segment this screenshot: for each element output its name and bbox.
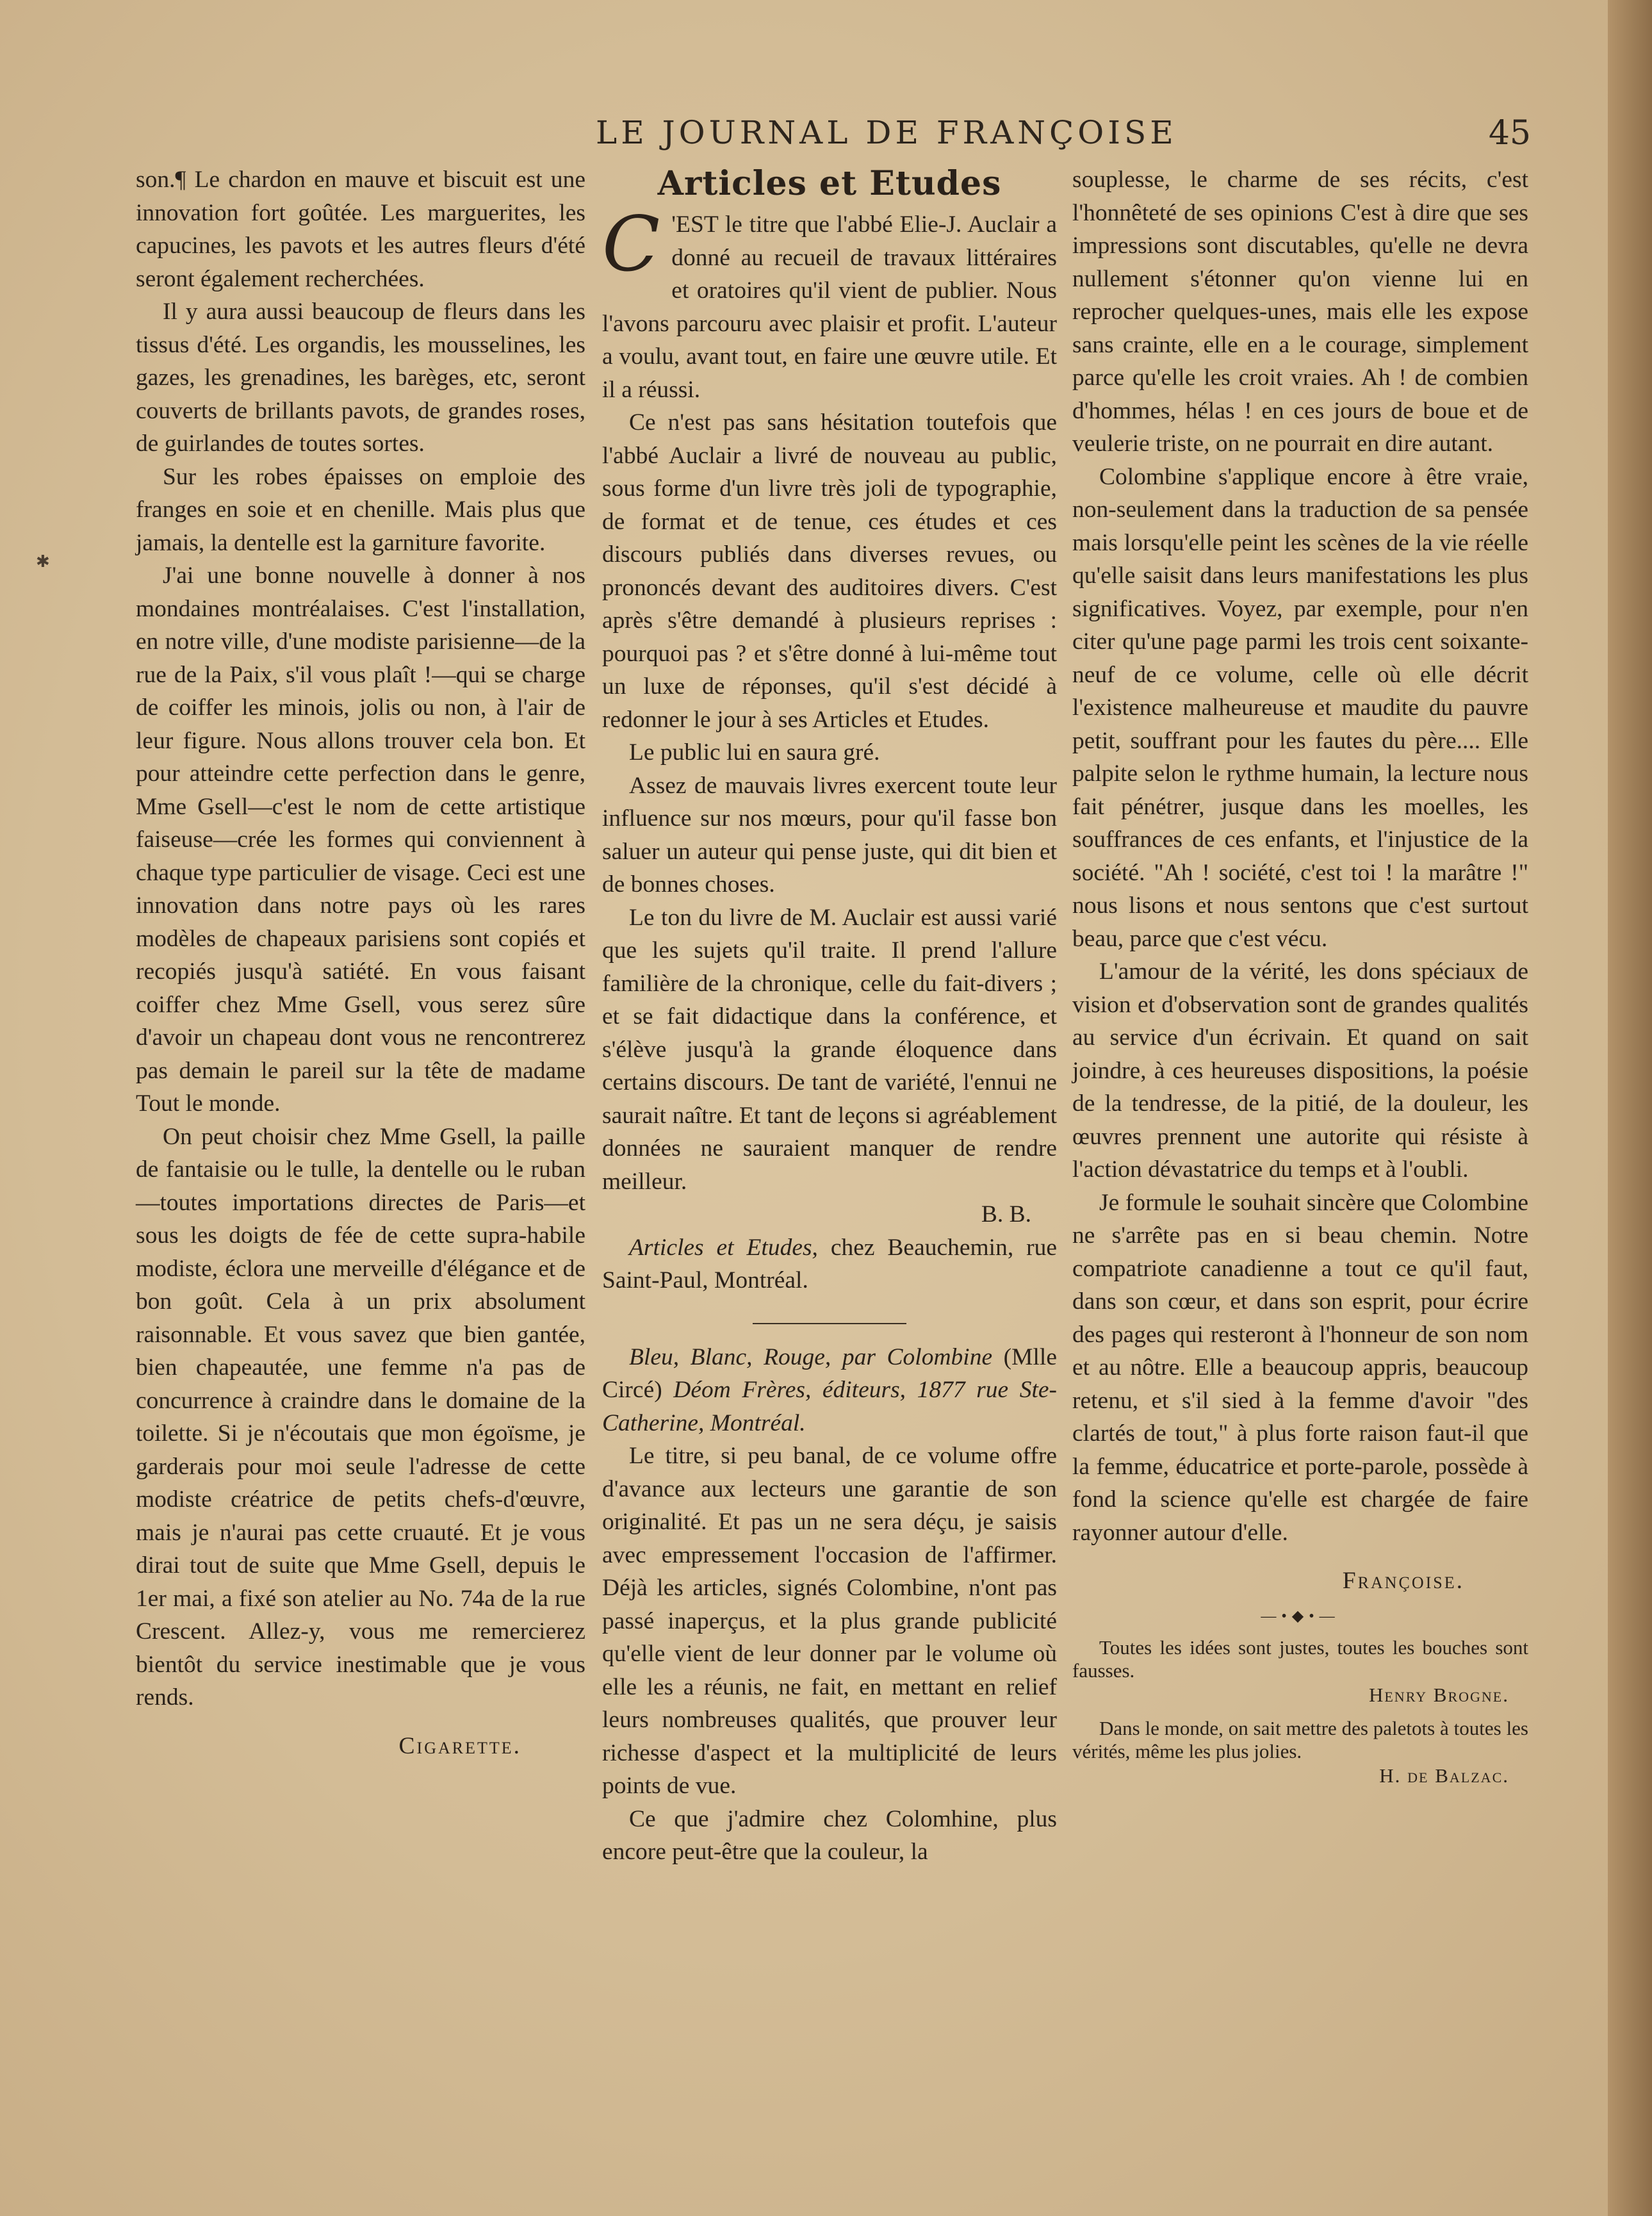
signature: Françoise. [1342, 1568, 1464, 1594]
drop-cap: C [602, 200, 660, 288]
margin-mark: ✱ [36, 552, 50, 571]
quotation-author: Henry Brogne. [1368, 1683, 1509, 1706]
running-title: LE JOURNAL DE FRANÇOISE [596, 114, 1177, 151]
section-title: Articles et Etudes [657, 164, 1002, 203]
page-number: 45 [1488, 114, 1531, 152]
book-title: Bleu, Blanc, Rouge, par Colombine [629, 1343, 993, 1370]
quotation: Toutes les idées sont justes, toutes les bouches sont fausses. [1072, 1636, 1528, 1682]
divider [753, 1323, 906, 1324]
paragraph [602, 200, 1057, 406]
paragraph: On peut choisir chez Mme Gsell, la paille de fantaisie ou le tulle, la dentelle ou le ruban—toutes importations directes de Paris—et sous les doigts de fée de cette supra-habile modiste, éclora une merveille d'élégance et de bon goût. Cela à un prix absolument raisonnable. Et vous savez que bien gantée, bien chapeautée, une femme n'a pas de concurrence à craindre dans le domaine de la toilette. Si je n'écoutais que mon égoïsme, je garderais pour moi seule l'adresse de cette modiste créatrice de petits chefs-d'œuvre, mais je n'aurai pas cette cruauté. Et je vous dirai tout de suite que Mme Gsell, depuis le 1er mai, a fixé son atelier au No. 74a de la rue Crescent. Allez-y, vous me remercierez bientôt du service inestimable que je vous rends. [136, 1123, 585, 1711]
page-edge [1608, 0, 1652, 2216]
book-reference [602, 1341, 1057, 1440]
paragraph: Il y aura aussi beaucoup de fleurs dans les tissus d'été. Les organdis, les mousselines, les gazes, les grenadines, les barèges, etc, seront couverts de brillants pavots, de grandes roses, de guirlandes de toutes sortes. [136, 299, 585, 457]
column-3 [1072, 163, 1528, 1798]
column-1 [136, 163, 585, 1762]
paragraph: Ce n'est pas sans hésitation toutefois que l'abbé Auclair a livré de nouveau au public, sous forme d'un livre très joli de typographie, de format et de tenue, ces études et ces discours publiés dans diverses revues, ou prononcés devant des auditoires divers. C'est après s'être demandé à plusieurs reprises : pourquoi pas ? et s'être donné à lui-même tout un luxe de réponses, qu'il s'est décidé à redonner le jour à ses Articles et Etudes. [602, 409, 1057, 733]
paragraph: Le ton du livre de M. Auclair est aussi varié que les sujets qu'il traite. Il prend l'allure familière de la chronique, celle du fait-divers ; et se fait didactique dans la conférence, et s'élève jusqu'à la grande éloquence dans certains discours. De tant de variété, l'ennui ne saurait naître. Et tant de leçons si agréablement données ne sauraient manquer de rendre meilleur. [602, 904, 1057, 1195]
paragraph: Le public lui en saura gré. [629, 739, 880, 766]
publisher-text: chez Beauchemin, rue Saint-Paul, Montréal. [602, 1234, 1057, 1293]
author-pseudonym: (Mlle Circé) [602, 1343, 1057, 1403]
author-initials: B. B. [981, 1201, 1031, 1227]
publication-note [602, 1231, 1057, 1297]
paragraph-text: 'EST le titre que l'abbé Elie-J. Auclair a donné au recueil de travaux littéraires et oratoires qu'il vient de publier. Nous l'avons parcouru avec plaisir et profit. L'auteur a voulu, avant tout, en faire une œuvre utile. Et il a réussi. [602, 211, 1057, 403]
paragraph: souplesse, le charme de ses récits, c'est l'honnêteté de ses opinions C'est à dire que ses impressions sont discutables, qu'elle ne devra nullement s'étonner qu'on vienne lui en reprocher quelques-unes, mais elle les expose sans crainte, elle en a le courage, simplement parce qu'elle les croit vraies. Ah ! de combien d'hommes, hélas ! en ces jours de boue et de veulerie triste, on ne pourrait en dire autant. [1072, 167, 1528, 457]
paragraph: Je formule le souhait sincère que Colombine ne s'arrête pas en si beau chemin. Notre compatriote canadienne a tout ce qu'il faut, dans son cœur, et dans son esprit, pour écrire des pages qui resteront à l'honneur de son nom et au nôtre. Elle a beaucoup appris, beaucoup retenu, et s'il sied à la femme d'avoir "des clartés de tout," à plus forte raison faut-il que la femme, éducatrice et porte-parole, possède à fond la science qu'elle est chargée de faire rayonner autour d'elle. [1072, 1189, 1528, 1546]
ornament-divider: —•◆•— [1261, 1607, 1340, 1625]
paragraph: Ce que j'admire chez Colomhine, plus encore peut-être que la couleur, la [602, 1805, 1057, 1865]
column-2 [602, 163, 1057, 1869]
publisher-address: Déom Frères, éditeurs, 1877 rue Ste-Catherine, Montréal. [602, 1377, 1057, 1436]
quotation-author: H. de Balzac. [1379, 1764, 1509, 1787]
paragraph: Sur les robes épaisses on emploie des franges en soie et en chenille. Mais plus que jamais, la dentelle est la garniture favorite. [136, 463, 585, 556]
book-title: Articles et Etudes, [629, 1234, 818, 1261]
quotation: Dans le monde, on sait mettre des paletots à toutes les vérités, même les plus jolies. [1072, 1716, 1528, 1762]
paragraph: Le titre, si peu banal, de ce volume offre d'avance aux lecteurs une garantie de son originalité. Et pas un ne sera déçu, je saisis avec empressement l'occasion de l'affirmer. Déjà les articles, signés Colombine, n'ont pas passé inaperçus, et la plus grande publicité qu'elle vient de leur donner par le volume où elle les a réunis, ne fait, en mettant en relief leurs nombreuses qualités, que prouver leur richesse d'aspect et la multiplicité de leurs points de vue. [602, 1443, 1057, 1799]
paragraph: L'amour de la vérité, les dons spéciaux de vision et d'observation sont de grandes qualités au service d'un écrivain. Et quand on sait joindre, à ces heureuses dispositions, la poésie de la tendresse, de la pitié, de la douleur, les œuvres prennent une autorite qui résiste à l'action dévastatrice du temps et à l'oubli. [1072, 958, 1528, 1183]
paragraph: Assez de mauvais livres exercent toute leur influence sur nos mœurs, pour qu'il fasse bon saluer un auteur qui pense juste, qui dit bien et de bonnes choses. [602, 772, 1057, 898]
paragraph: J'ai une bonne nouvelle à donner à nos mondaines montréalaises. C'est l'installation, en notre ville, d'une modiste parisienne—de la rue de la Paix, s'il vous plaît !—qui se charge de coiffer les minois, jolis ou non, à l'air de leur figure. Nous allons trouver cela bon. Et pour atteindre cette perfection dans le genre, Mme Gsell—c'est le nom de cette artistique faiseuse—crée les formes qui conviennent à chaque type particulier de visage. Ceci est une innovation dans notre pays où les rares modèles de chapeaux parisiens sont copiés et recopiés jusqu'à satiété. En vous faisant coiffer chez Mme Gsell, vous serez sûre d'avoir un chapeau dont vous ne rencontrerez pas demain le pareil sur la tête de madame Tout le monde. [136, 562, 585, 1117]
page-header [0, 109, 1652, 160]
paragraph: Colombine s'applique encore à être vraie, non-seulement dans la traduction de sa pensée mais lorsqu'elle peint les scènes de la vie réelle qu'elle saisit dans leurs manifestations les plus significatives. Voyez, par exemple, pour n'en citer qu'une page parmi les trois cent soixante-neuf de ce volume, celle où elle décrit l'existence malheureuse et maudite du pauvre petit, souffrant pour les fautes du père.... Elle palpite selon le rythme humain, la lecture nous fait pénétrer, jusque dans les moelles, les souffrances de ces enfants, et l'injustice de la société. "Ah ! société, c'est toi ! la marâtre !" nous lisons et nous sentons que c'est surtout beau, parce que c'est vécu. [1072, 463, 1528, 952]
signature: Cigarette. [398, 1732, 521, 1759]
paragraph: son.¶ Le chardon en mauve et biscuit est une innovation fort goûtée. Les marguerites, les capucines, les pavots et les autres fleurs d'été seront également recherchées. [136, 167, 585, 292]
